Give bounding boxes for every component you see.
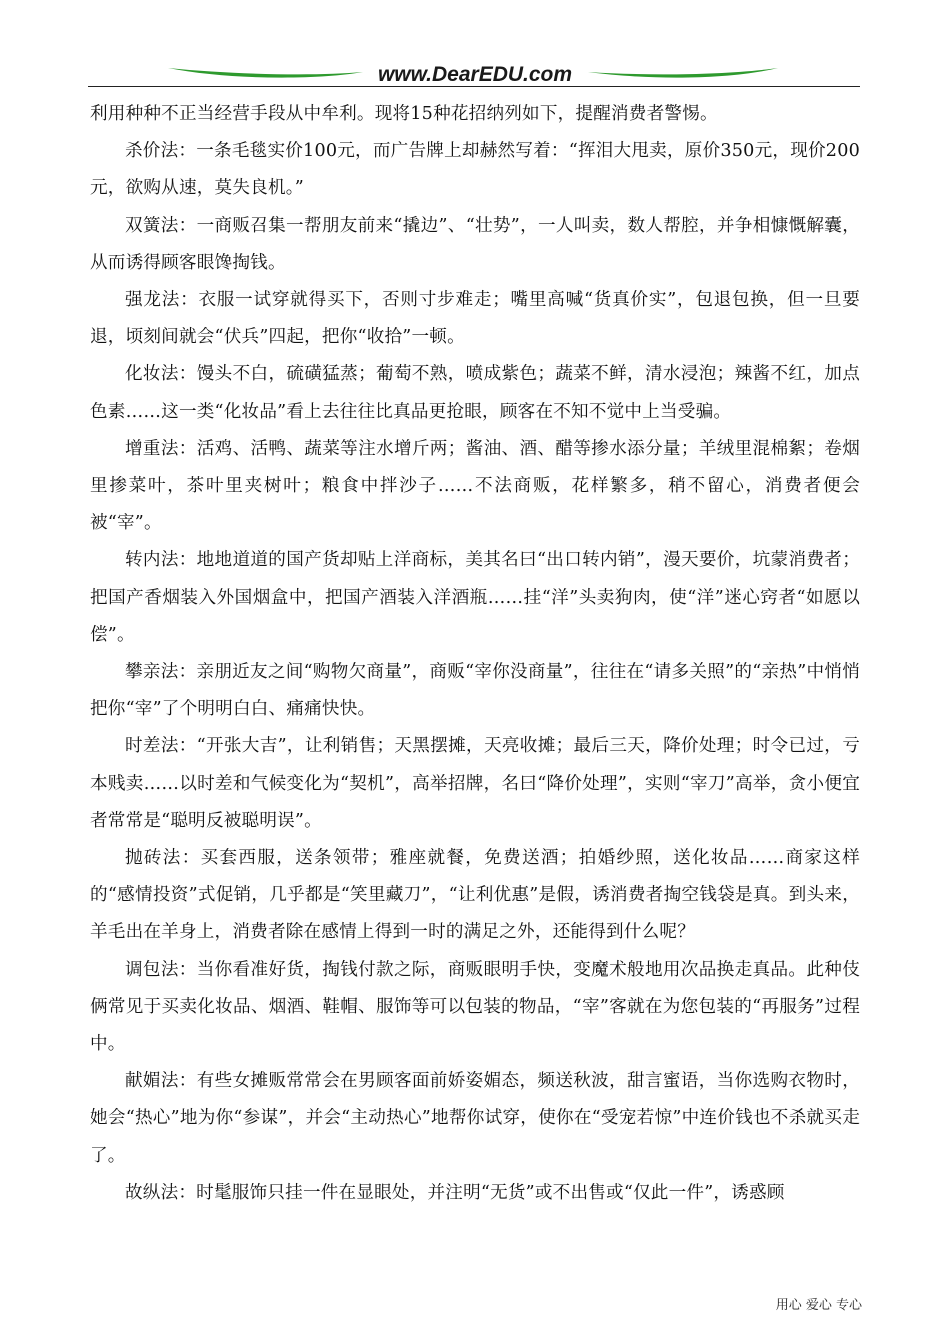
site-banner-logo <box>88 58 860 88</box>
paragraph: 故纵法：时髦服饰只挂一件在显眼处，并注明“无货”或不出售或“仅此一件”，诱惑顾 <box>125 1182 785 1203</box>
site-url-text: www.DearEDU.com <box>377 63 573 86</box>
paragraph: 献媚法：有些女摊贩常常会在男顾客面前娇姿媚态，频送秋波，甜言蜜语，当你选购衣物时，她会“热心”地为你“参谋”，并会“主动热心”地帮你试穿，使你在“受宠若惊”中连价钱也不杀就买走了。 <box>90 1071 860 1166</box>
paragraph: 强龙法：衣服一试穿就得买下，否则寸步难走；嘴里高喊“货真价实”，包退包换，但一旦要退，顷刻间就会“伏兵”四起，把你“收拾”一顿。 <box>90 290 860 348</box>
paragraph: 转内法：地地道道的国产货却贴上洋商标，美其名曰“出口转内销”，漫天要价，坑蒙消费者；把国产香烟装入外国烟盒中，把国产酒装入洋酒瓶……挂“洋”头卖狗肉，使“洋”迷心窍者“如愿以偿”。 <box>90 550 860 645</box>
document-body <box>90 96 860 1212</box>
page-footer: 用心 爱心 专心 <box>775 1298 862 1313</box>
paragraph: 化妆法：馒头不白，硫磺猛蒸；葡萄不熟，喷成紫色；蔬菜不鲜，清水浸泡；辣酱不红，加点色素……这一类“化妆品”看上去往往比真品更抢眼，顾客在不知不觉中上当受骗。 <box>90 364 860 422</box>
page-header <box>88 58 860 90</box>
paragraph: 攀亲法：亲朋近友之间“购物欠商量”，商贩“宰你没商量”，往往在“请多关照”的“亲热”中悄悄把你“宰”了个明明白白、痛痛快快。 <box>90 662 860 720</box>
paragraph: 增重法：活鸡、活鸭、蔬菜等注水增斤两；酱油、酒、醋等掺水添分量；羊绒里混棉絮；卷烟里掺菜叶，茶叶里夹树叶；粮食中拌沙子……不法商贩，花样繁多，稍不留心，消费者便会被“宰”。 <box>90 438 860 534</box>
right-swoosh-icon <box>588 68 778 78</box>
paragraph: 时差法：“开张大吉”，让利销售；天黑摆摊，天亮收摊；最后三天，降价处理；时令已过，亏本贱卖……以时差和气候变化为“契机”，高举招牌，名曰“降价处理”，实则“宰刀”高举，贪小便宜者常常是“聪明反被聪明误”。 <box>90 736 860 831</box>
paragraph: 调包法：当你看准好货，掏钱付款之际，商贩眼明手快，变魔术般地用次品换走真品。此种伎俩常见于买卖化妆品、烟酒、鞋帽、服饰等可以包装的物品，“宰”客就在为您包装的“再服务”过程中。 <box>90 959 860 1055</box>
paragraph: 利用种种不正当经营手段从中牟利。现将15种花招纳列如下，提醒消费者警惕。 <box>90 104 718 124</box>
paragraph: 双簧法：一商贩召集一帮朋友前来“撬边”、“壮势”，一人叫卖，数人帮腔，并争相慷慨解囊，从而诱得顾客眼馋掏钱。 <box>90 215 860 273</box>
header-rule <box>88 86 860 87</box>
paragraph: 杀价法：一条毛毯实价100元，而广告牌上却赫然写着：“挥泪大甩卖，原价350元，现价200元，欲购从速，莫失良机。” <box>90 141 860 199</box>
left-swoosh-icon <box>168 68 363 78</box>
paragraph: 抛砖法：买套西服，送条领带；雅座就餐，免费送酒；拍婚纱照，送化妆品……商家这样的“感情投资”式促销，几乎都是“笑里藏刀”，“让利优惠”是假，诱消费者掏空钱袋是真。到头来，羊毛出在羊身上，消费者除在感情上得到一时的满足之外，还能得到什么呢？ <box>90 848 860 943</box>
